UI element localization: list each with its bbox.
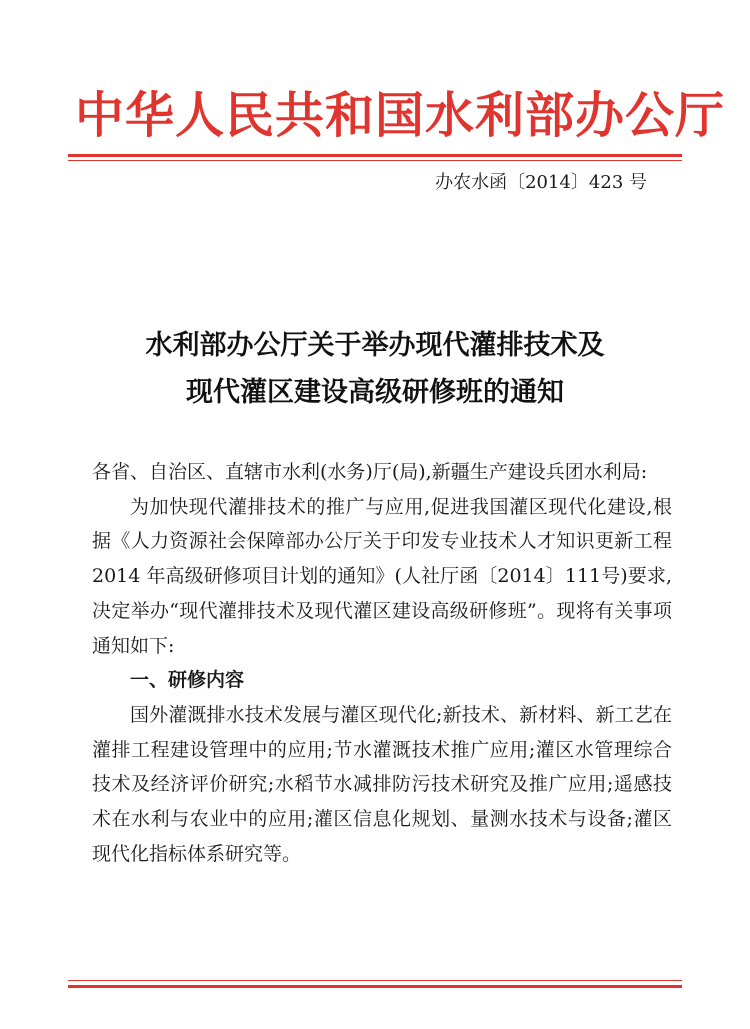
- body-paragraph-1: 为加快现代灌排技术的推广与应用,促进我国灌区现代化建设,根据《人力资源社会保障部办公厅关于印发专业技术人才知识更新工程 2014 年高级研修项目计划的通知》(人社厅函〔2014〕111号)要求,决定举办“现代灌排技术及现代灌区建设高级研修班”。现将有关事项通知如下:: [92, 495, 672, 657]
- letterhead-rule-top-thick: [68, 154, 682, 157]
- addressee: 各省、自治区、直辖市水利(水务)厅(局),新疆生产建设兵团水利局:: [92, 461, 648, 483]
- section-1-text: 国外灌溉排水技术发展与灌区现代化;新技术、新材料、新工艺在灌排工程建设管理中的应用;节水灌溉技术推广应用;灌区水管理综合技术及经济评价研究;水稻节水减排防污技术研究及推广应用;遥感技术在水利与农业中的应用;灌区信息化规划、量测水技术与设备;灌区现代化指标体系研究等。: [92, 703, 672, 865]
- notice-body: [92, 455, 672, 871]
- letterhead-rule-top-thin: [68, 160, 682, 161]
- document-number: 办农水函〔2014〕423 号: [435, 172, 647, 193]
- notice-title-line1: 水利部办公厅关于举办现代灌排技术及: [145, 330, 605, 361]
- footer-rule-thin: [68, 980, 682, 981]
- letterhead-title: 中华人民共和国水利部办公厅: [75, 86, 726, 144]
- notice-title-line2: 现代灌区建设高级研修班的通知: [186, 377, 564, 408]
- section-1-heading: 一、研修内容: [130, 669, 245, 692]
- footer-rule-thick: [68, 985, 682, 988]
